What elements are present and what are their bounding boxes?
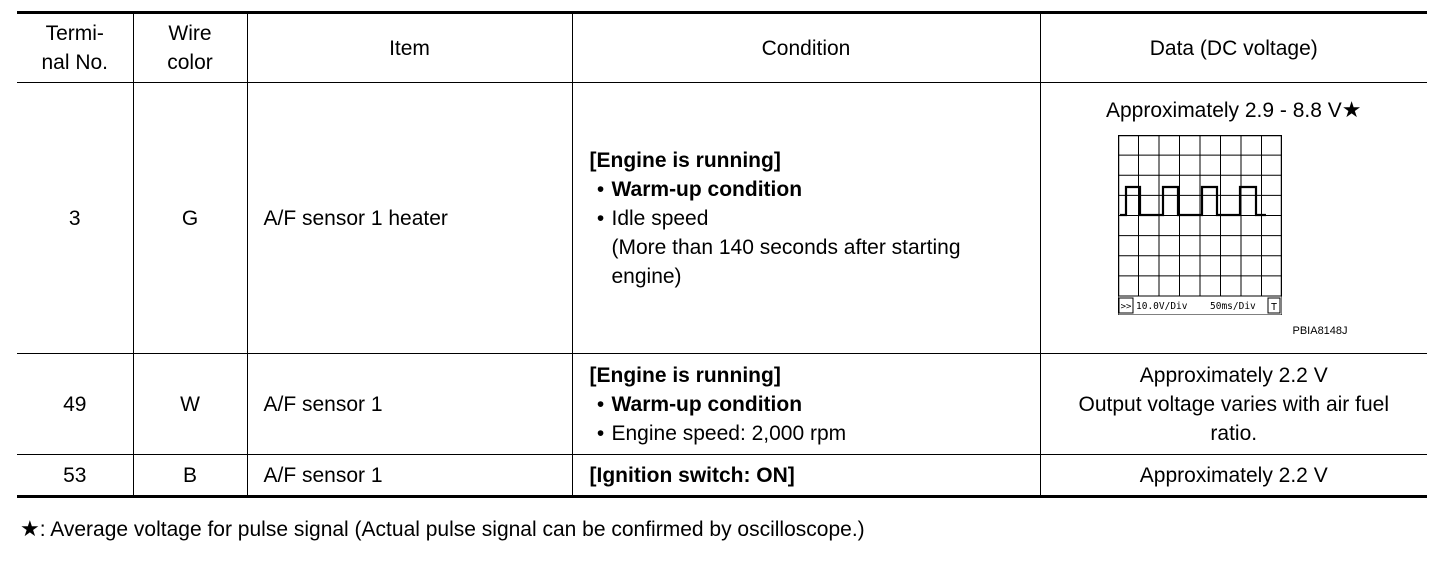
header-terminal-line1: Termi- bbox=[45, 22, 104, 45]
condition-note-line: engine) bbox=[611, 264, 682, 288]
data-voltage-text bbox=[1041, 95, 1428, 125]
condition-bullet bbox=[590, 175, 1040, 204]
scope-left-mark: >> bbox=[1120, 302, 1131, 312]
table-row bbox=[17, 455, 1427, 497]
bullet-dot: • bbox=[596, 392, 605, 416]
terminal-cell: 3 bbox=[17, 83, 133, 354]
header-terminal-no bbox=[17, 13, 133, 83]
condition-bullet bbox=[590, 419, 1040, 448]
bullet-dot: • bbox=[596, 421, 605, 445]
scope-voltage-scale: 10.0V/Div bbox=[1135, 301, 1187, 312]
condition-cell bbox=[572, 455, 1040, 497]
wire-color-cell: W bbox=[133, 354, 247, 455]
table-header-row bbox=[17, 13, 1427, 83]
condition-note-line: (More than 140 seconds after starting bbox=[611, 235, 961, 259]
condition-heading: [Engine is running] bbox=[589, 363, 781, 387]
condition-bullet-text: Engine speed: 2,000 rpm bbox=[611, 421, 847, 445]
figure-id: PBIA8148J bbox=[1292, 325, 1348, 337]
wire-color-cell: G bbox=[133, 83, 247, 354]
scope-time-scale: 50ms/Div bbox=[1209, 301, 1256, 312]
footnote-text: : Average voltage for pulse signal (Actual pulse signal can be confirmed by oscilloscope.) bbox=[39, 518, 865, 541]
table-row bbox=[17, 354, 1427, 455]
header-terminal-line2: nal No. bbox=[41, 51, 109, 74]
condition-bullet bbox=[590, 390, 1040, 419]
header-data: Data (DC voltage) bbox=[1040, 13, 1427, 83]
wire-color-cell: B bbox=[133, 455, 247, 497]
item-cell: A/F sensor 1 bbox=[247, 455, 572, 497]
data-cell: Approximately 2.2 V bbox=[1040, 455, 1427, 497]
item-cell: A/F sensor 1 bbox=[247, 354, 572, 455]
data-cell-content bbox=[1041, 83, 1428, 353]
data-line: Approximately 2.2 V bbox=[1139, 363, 1328, 387]
data-cell bbox=[1040, 83, 1427, 354]
bullet-dot: • bbox=[596, 206, 605, 230]
data-voltage-value: Approximately 2.9 - 8.8 V bbox=[1105, 99, 1342, 122]
data-line: ratio. bbox=[1210, 421, 1258, 445]
item-cell: A/F sensor 1 heater bbox=[247, 83, 572, 354]
condition-bullet-text: Idle speed bbox=[611, 206, 709, 230]
header-wire-color bbox=[133, 13, 247, 83]
condition-cell bbox=[572, 83, 1040, 354]
header-wire-line1: Wire bbox=[168, 22, 212, 45]
table-row bbox=[17, 83, 1427, 354]
terminal-cell: 53 bbox=[17, 455, 133, 497]
condition-cell bbox=[572, 354, 1040, 455]
condition-heading: [Ignition switch: ON] bbox=[589, 463, 795, 487]
header-wire-line2: color bbox=[167, 51, 213, 74]
terminal-cell: 49 bbox=[17, 354, 133, 455]
scope-right-mark: T bbox=[1270, 302, 1277, 313]
data-cell bbox=[1040, 354, 1427, 455]
pulse-waveform-trace bbox=[1120, 187, 1266, 215]
star-icon: ★ bbox=[1341, 97, 1362, 122]
terminal-data-table bbox=[17, 11, 1427, 498]
header-condition: Condition bbox=[572, 13, 1040, 83]
condition-bullet-text: Warm-up condition bbox=[611, 392, 803, 416]
footnote bbox=[20, 514, 865, 544]
condition-bullet bbox=[590, 204, 1040, 233]
condition-heading: [Engine is running] bbox=[589, 148, 781, 172]
oscilloscope-waveform-figure bbox=[1118, 135, 1282, 315]
bullet-dot: • bbox=[596, 177, 605, 201]
data-line: Output voltage varies with air fuel bbox=[1078, 392, 1389, 416]
condition-bullet-text: Warm-up condition bbox=[611, 177, 803, 201]
header-item: Item bbox=[247, 13, 572, 83]
star-icon: ★ bbox=[20, 516, 40, 541]
